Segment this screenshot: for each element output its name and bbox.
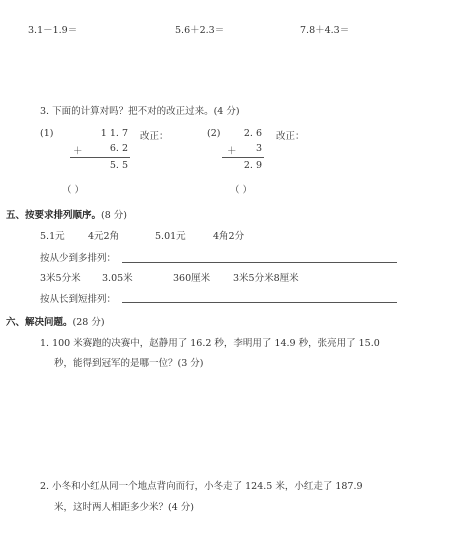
sec6-problem-1-line-2: 秒，能得到冠军的是哪一位？(3 分) xyxy=(54,358,204,369)
sec6-points: (28 分) xyxy=(72,317,105,328)
sec5-answer-line-2 xyxy=(122,302,397,303)
q3-item1-fix: 改正： xyxy=(140,131,169,142)
q3-item1-sum-line xyxy=(70,157,130,158)
q3-item2-top: 2. 6 xyxy=(243,128,262,139)
sec6-problem-2-line-2: 米，这时两人相距多少米？(4 分) xyxy=(54,502,194,513)
sec6-problem-2-line-1: 2. 小冬和小红从同一个地点背向而行，小冬走了 124.5 米，小红走了 187.9 xyxy=(40,481,363,492)
calc-3: 7.8＋4.3＝ xyxy=(300,25,350,36)
sec5-row1-item-4: 4角2分 xyxy=(213,231,245,242)
calc-1: 3.1－1.9＝ xyxy=(28,25,78,36)
q3-item2-fix: 改正： xyxy=(276,131,305,142)
q3-item1-label: (1) xyxy=(40,128,54,139)
sec5-heading xyxy=(6,207,127,221)
sec5-row2-item-2: 3.05米 xyxy=(102,273,133,284)
sec5-prompt-1: 按从少到多排列： xyxy=(40,253,117,264)
sec5-row1-item-1: 5.1元 xyxy=(40,231,65,242)
q3-item2-label: (2) xyxy=(207,128,221,139)
q3-item2-paren: （ ） xyxy=(230,185,253,196)
sec5-answer-line-1 xyxy=(122,262,397,263)
sec5-title: 五、按要求排列顺序。 xyxy=(6,210,102,221)
q3-item1-paren: （ ） xyxy=(62,185,85,196)
q3-item2-sum-line xyxy=(222,157,264,158)
sec5-prompt-2: 按从长到短排列： xyxy=(40,294,117,305)
q3-item1-op: ＋ xyxy=(73,146,83,157)
sec5-row2-item-1: 3米5分米 xyxy=(40,273,81,284)
sec5-row2-item-3: 360厘米 xyxy=(173,273,211,284)
sec5-row1-item-2: 4元2角 xyxy=(88,231,120,242)
q3-item1-top: 1 1. 7 xyxy=(100,128,128,139)
q3-item1-result: 5. 5 xyxy=(109,160,128,171)
q3-item2-op: ＋ xyxy=(227,146,237,157)
sec5-row2-item-4: 3米5分米8厘米 xyxy=(233,273,299,284)
q3-title: 3. 下面的计算对吗？把不对的改正过来。(4 分) xyxy=(40,106,240,117)
calc-2: 5.6＋2.3＝ xyxy=(175,25,225,36)
sec6-title: 六、解决问题。 xyxy=(6,317,73,328)
q3-item2-bottom: 3 xyxy=(255,143,262,154)
sec5-points: (8 分) xyxy=(101,210,127,221)
sec6-problem-1-line-1: 1. 100 米赛跑的决赛中，赵静用了 16.2 秒，李明用了 14.9 秒，张亮用了 15.0 xyxy=(40,338,380,349)
sec5-row1-item-3: 5.01元 xyxy=(155,231,186,242)
q3-item2-result: 2. 9 xyxy=(243,160,262,171)
q3-item1-bottom: 6. 2 xyxy=(109,143,128,154)
sec6-heading xyxy=(6,314,105,328)
